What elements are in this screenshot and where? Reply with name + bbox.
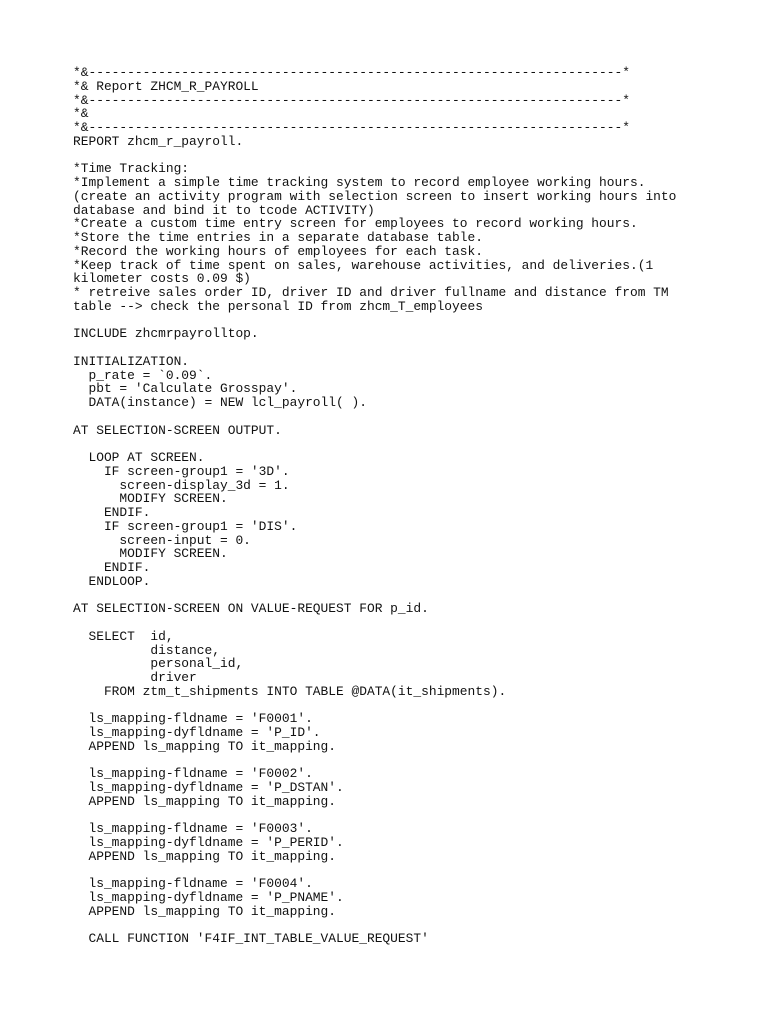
code-line: table --> check the personal ID from zhcm_T_employees [73,298,483,314]
code-line: personal_id, [73,656,244,672]
code-line [73,919,753,933]
code-line: LOOP AT SCREEN. [73,450,205,465]
code-line: APPEND ls_mapping TO it_mapping. [73,738,337,754]
code-line [73,341,753,355]
code-line: screen-display_3d = 1. [73,477,290,493]
code-line: ls_mapping-dyfldname = 'P_PNAME'. [73,890,344,905]
code-line [73,699,753,713]
code-line: * retreive sales order ID, driver ID and driver fullname and distance from TM [73,285,669,300]
code-line: ENDIF. [73,560,151,575]
code-line [73,149,753,163]
code-line [73,809,753,823]
code-line: MODIFY SCREEN. [73,546,228,562]
code-line [73,754,753,768]
code-line: *Create a custom time entry screen for employees to record working hours. [73,216,638,232]
code-line [73,410,753,424]
code-line: DATA(instance) = NEW lcl_payroll( ). [73,395,367,410]
code-line: (create an activity program with selection screen to insert working hours into [73,188,677,204]
code-line: ls_mapping-dyfldname = 'P_ID'. [73,725,321,740]
code-line: SELECT id, [73,628,174,644]
code-line: ls_mapping-fldname = 'F0004'. [73,876,313,892]
code-line: *Implement a simple time tracking system to record employee working hours. [73,175,646,190]
code-line: ls_mapping-fldname = 'F0002'. [73,766,313,782]
code-line: *&---------------------------------------------------------------------* [73,120,630,135]
code-line: ENDIF. [73,505,151,520]
code-line: *Time Tracking: [73,161,190,177]
code-line: CALL FUNCTION 'F4IF_INT_TABLE_VALUE_REQUEST' [73,931,429,947]
code-line: IF screen-group1 = 'DIS'. [73,518,298,534]
code-line: *& [73,106,89,122]
code-line: *Keep track of time spent on sales, warehouse activities, and deliveries.(1 [73,257,654,273]
code-line: pbt = 'Calculate Grosspay'. [73,381,298,397]
code-line: p_rate = `0.09`. [73,367,213,383]
abap-source-code [73,66,753,946]
code-line [73,589,753,603]
code-line: AT SELECTION-SCREEN ON VALUE-REQUEST FOR p_id. [73,601,429,617]
code-line: database and bind it to tcode ACTIVITY) [73,202,375,218]
code-line: screen-input = 0. [73,532,251,548]
code-line: INITIALIZATION. [73,353,190,369]
code-line: ENDLOOP. [73,573,151,589]
code-line [73,864,753,878]
code-line: APPEND ls_mapping TO it_mapping. [73,903,337,919]
code-line: AT SELECTION-SCREEN OUTPUT. [73,422,282,438]
code-line: *&---------------------------------------------------------------------* [73,92,630,108]
code-line: *Store the time entries in a separate database table. [73,230,483,245]
code-line [73,437,753,451]
code-line: ls_mapping-dyfldname = 'P_PERID'. [73,835,344,850]
code-line: REPORT zhcm_r_payroll. [73,133,244,149]
code-line: *& Report ZHCM_R_PAYROLL [73,78,259,94]
code-line: MODIFY SCREEN. [73,491,228,507]
code-line: kilometer costs 0.09 $) [73,271,251,287]
code-line [73,314,753,328]
code-line: APPEND ls_mapping TO it_mapping. [73,848,337,864]
code-line: IF screen-group1 = '3D'. [73,463,290,479]
code-line: ls_mapping-dyfldname = 'P_DSTAN'. [73,780,344,795]
code-line: ls_mapping-fldname = 'F0003'. [73,821,313,837]
code-line: FROM ztm_t_shipments INTO TABLE @DATA(it_shipments). [73,683,507,699]
code-line: distance, [73,642,220,658]
code-line: APPEND ls_mapping TO it_mapping. [73,793,337,809]
code-line: *Record the working hours of employees for each task. [73,243,483,259]
code-line: *&---------------------------------------------------------------------* [73,65,630,80]
code-line: INCLUDE zhcmrpayrolltop. [73,326,259,342]
code-line: ls_mapping-fldname = 'F0001'. [73,711,313,727]
code-line [73,616,753,630]
code-line: driver [73,670,197,685]
